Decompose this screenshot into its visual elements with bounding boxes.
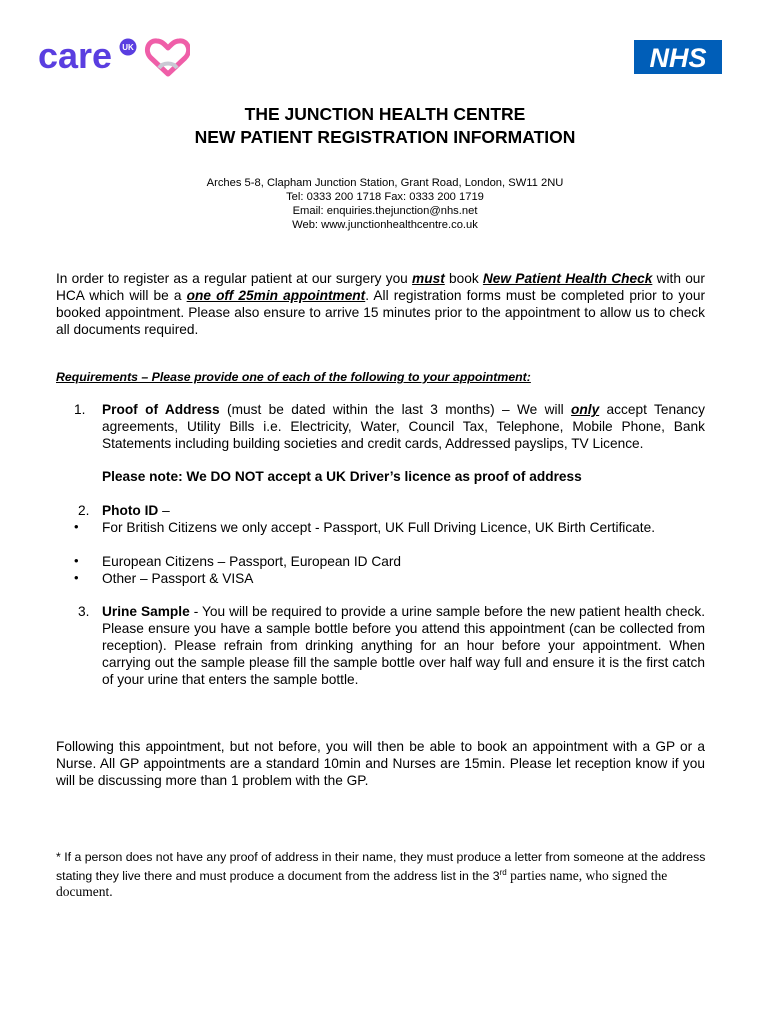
only-emphasis: only: [571, 402, 600, 417]
item2-label: Photo ID: [102, 503, 159, 518]
heart-icon: [147, 41, 188, 74]
one-off-appointment: one off 25min appointment: [186, 288, 366, 303]
item1-label: Proof of Address: [102, 402, 220, 417]
web-line: Web: www.junctionhealthcentre.co.uk: [292, 219, 478, 231]
item3-urine-sample: Urine Sample - You will be required to provide a urine sample before the new patient health check. Please ensure you have a sample bottle before you attend this appointment (can be collected from reception). Please refrain from drinking anything for an hour before your appointment. When carrying out the sample please fill the sample bottle over half way full and ensure it is the first catch of your urine that enters the sample bottle.: [102, 604, 705, 687]
bullet-icon: •: [74, 519, 79, 534]
item3-number: 3.: [78, 604, 90, 619]
bullet-icon: •: [74, 553, 79, 568]
address-line: Arches 5-8, Clapham Junction Station, Grant Road, London, SW11 2NU: [206, 177, 564, 189]
list-item: Other – Passport & VISA: [102, 571, 254, 586]
new-patient-health-check: New Patient Health Check: [482, 271, 653, 286]
following-paragraph: Following this appointment, but not before, you will then be able to book an appointment with a GP or a Nurse. All GP appointments are a standard 10min and Nurses are 15min. Please let reception know if you will be discussing more than 1 problem with the GP.: [56, 739, 705, 788]
footnote: * If a person does not have any proof of address in their name, they must produce a letter from someone at the address stating they live there and must produce a document from the address list in the 3rd parties name, who signed the document.: [56, 850, 706, 900]
must-emphasis: must: [412, 271, 445, 286]
bullet-icon: •: [74, 570, 79, 585]
care-uk-logo: [38, 34, 190, 80]
care-wordmark: care: [38, 35, 113, 76]
item1-proof-of-address: Proof of Address (must be dated within the last 3 months) – We will only accept Tenancy agreements, Utility Bills i.e. Electricity, Water, Council Tax, Telephone, Mobile Phone, Bank Statements including building societies and credit cards, Addressed payslips, TV Licence.: [102, 402, 705, 451]
list-item: European Citizens – Passport, European ID Card: [102, 554, 402, 569]
item3-label: Urine Sample: [102, 604, 190, 619]
item1-number: 1.: [74, 402, 86, 417]
list-item: For British Citizens we only accept - Passport, UK Full Driving Licence, UK Birth Certificate.: [102, 520, 656, 535]
page-title-line1: THE JUNCTION HEALTH CENTRE: [244, 104, 526, 124]
nhs-logo-text: NHS: [649, 43, 707, 73]
intro-paragraph: In order to register as a regular patient at our surgery you must book New Patient Health Check with our HCA which will be a one off 25min appointment. All registration forms must be completed prior to your booked appointment. Please also ensure to arrive 15 minutes prior to the appointment to allow us to check all documents required.: [56, 271, 706, 337]
email-line: Email: enquiries.thejunction@nhs.net: [292, 205, 478, 217]
item2-photo-id: Photo ID –: [102, 503, 170, 518]
requirements-heading: Requirements – Please provide one of each of the following to your appointment:: [56, 370, 531, 384]
uk-badge-text: UK: [122, 43, 134, 52]
item1-note: Please note: We DO NOT accept a UK Driver’s licence as proof of address: [102, 469, 582, 484]
nhs-logo: [634, 40, 722, 74]
footnote-superscript: rd: [499, 868, 507, 877]
phone-fax-line: Tel: 0333 200 1718 Fax: 0333 200 1719: [286, 191, 484, 203]
item2-number: 2.: [78, 503, 90, 518]
page-title-line2: NEW PATIENT REGISTRATION INFORMATION: [194, 127, 576, 147]
